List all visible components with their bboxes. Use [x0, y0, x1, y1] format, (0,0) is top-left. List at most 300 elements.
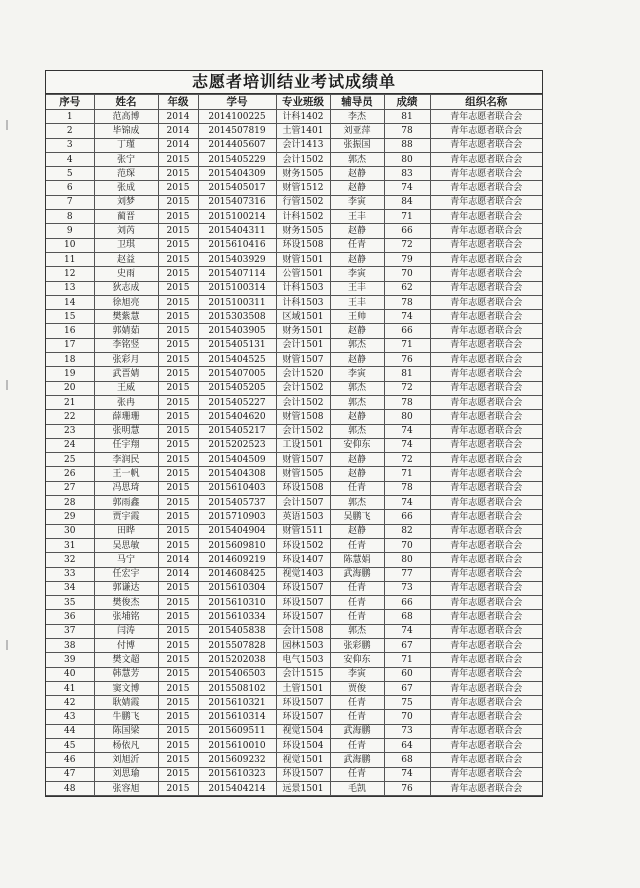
- cell-student-id: 2015405017: [198, 181, 276, 195]
- cell-counselor: 毛凯: [330, 781, 384, 795]
- cell-name: 牛鹏飞: [94, 710, 158, 724]
- cell-student-id: 2015100214: [198, 210, 276, 224]
- cell-name: 范高博: [94, 110, 158, 124]
- cell-score: 72: [384, 238, 430, 252]
- cell-counselor: 李寅: [330, 667, 384, 681]
- cell-score: 71: [384, 467, 430, 481]
- cell-student-id: 2015609511: [198, 724, 276, 738]
- cell-organization: 青年志愿者联合会: [430, 453, 542, 467]
- cell-class: 财务1505: [276, 224, 330, 238]
- cell-organization: 青年志愿者联合会: [430, 753, 542, 767]
- cell-class: 视觉1403: [276, 567, 330, 581]
- cell-grade: 2015: [158, 410, 198, 424]
- cell-name: 李铭竖: [94, 338, 158, 352]
- header-score: 成绩: [384, 95, 430, 110]
- table-row: [46, 524, 542, 538]
- cell-grade: 2014: [158, 124, 198, 138]
- cell-class: 会计1515: [276, 667, 330, 681]
- cell-counselor: 任青: [330, 696, 384, 710]
- scan-edge-mark: [6, 640, 8, 650]
- cell-counselor: 刘亚萍: [330, 124, 384, 138]
- cell-grade: 2015: [158, 324, 198, 338]
- cell-class: 会计1508: [276, 624, 330, 638]
- cell-student-id: 2015405737: [198, 496, 276, 510]
- cell-grade: 2015: [158, 238, 198, 252]
- cell-score: 84: [384, 195, 430, 209]
- cell-name: 范琛: [94, 167, 158, 181]
- cell-student-id: 2015610334: [198, 610, 276, 624]
- cell-class: 视觉1501: [276, 753, 330, 767]
- table-header-row: [46, 95, 542, 110]
- cell-index: 20: [46, 381, 94, 395]
- cell-name: 杨依凡: [94, 739, 158, 753]
- cell-counselor: 武海鹏: [330, 567, 384, 581]
- cell-grade: 2015: [158, 353, 198, 367]
- cell-class: 视觉1504: [276, 724, 330, 738]
- cell-class: 英语1503: [276, 510, 330, 524]
- table-row: [46, 467, 542, 481]
- table-row: [46, 167, 542, 181]
- cell-name: 任宏宇: [94, 567, 158, 581]
- cell-student-id: 2015100311: [198, 295, 276, 309]
- cell-organization: 青年志愿者联合会: [430, 295, 542, 309]
- cell-name: 张埔铭: [94, 610, 158, 624]
- cell-organization: 青年志愿者联合会: [430, 710, 542, 724]
- table-row: [46, 138, 542, 152]
- table-row: [46, 310, 542, 324]
- header-name: 姓名: [94, 95, 158, 110]
- cell-organization: 青年志愿者联合会: [430, 381, 542, 395]
- table-row: [46, 210, 542, 224]
- cell-score: 80: [384, 410, 430, 424]
- cell-grade: 2015: [158, 624, 198, 638]
- cell-score: 66: [384, 324, 430, 338]
- cell-score: 73: [384, 724, 430, 738]
- cell-name: 贾宇霞: [94, 510, 158, 524]
- table-row: [46, 481, 542, 495]
- cell-student-id: 2015610310: [198, 596, 276, 610]
- cell-grade: 2015: [158, 781, 198, 795]
- cell-organization: 青年志愿者联合会: [430, 724, 542, 738]
- cell-grade: 2015: [158, 252, 198, 266]
- cell-organization: 青年志愿者联合会: [430, 696, 542, 710]
- cell-organization: 青年志愿者联合会: [430, 324, 542, 338]
- cell-index: 16: [46, 324, 94, 338]
- cell-index: 33: [46, 567, 94, 581]
- cell-counselor: 赵静: [330, 353, 384, 367]
- cell-grade: 2014: [158, 110, 198, 124]
- cell-organization: 青年志愿者联合会: [430, 781, 542, 795]
- cell-class: 财管1512: [276, 181, 330, 195]
- cell-grade: 2015: [158, 152, 198, 166]
- cell-class: 财务1505: [276, 167, 330, 181]
- cell-counselor: 安仰东: [330, 438, 384, 452]
- cell-counselor: 安仰东: [330, 653, 384, 667]
- cell-name: 郭谦达: [94, 581, 158, 595]
- cell-index: 19: [46, 367, 94, 381]
- cell-student-id: 2015405838: [198, 624, 276, 638]
- cell-score: 74: [384, 424, 430, 438]
- cell-name: 丁瑾: [94, 138, 158, 152]
- table-row: [46, 224, 542, 238]
- cell-score: 70: [384, 710, 430, 724]
- cell-grade: 2015: [158, 681, 198, 695]
- cell-class: 财管1511: [276, 524, 330, 538]
- cell-class: 财务1501: [276, 324, 330, 338]
- cell-student-id: 2015405227: [198, 395, 276, 409]
- cell-counselor: 郭杰: [330, 624, 384, 638]
- table-row: [46, 753, 542, 767]
- cell-class: 环设1504: [276, 739, 330, 753]
- cell-counselor: 赵静: [330, 252, 384, 266]
- cell-student-id: 2015202038: [198, 653, 276, 667]
- cell-grade: 2015: [158, 438, 198, 452]
- cell-score: 74: [384, 438, 430, 452]
- table-row: [46, 696, 542, 710]
- cell-organization: 青年志愿者联合会: [430, 353, 542, 367]
- cell-grade: 2015: [158, 424, 198, 438]
- cell-score: 74: [384, 181, 430, 195]
- cell-index: 10: [46, 238, 94, 252]
- cell-counselor: 赵静: [330, 224, 384, 238]
- cell-index: 47: [46, 767, 94, 781]
- cell-grade: 2015: [158, 753, 198, 767]
- table-row: [46, 195, 542, 209]
- cell-class: 工设1501: [276, 438, 330, 452]
- header-grade: 年级: [158, 95, 198, 110]
- cell-organization: 青年志愿者联合会: [430, 653, 542, 667]
- cell-name: 史雨: [94, 267, 158, 281]
- table-row: [46, 110, 542, 124]
- cell-name: 陈国梁: [94, 724, 158, 738]
- cell-class: 环设1507: [276, 581, 330, 595]
- table-row: [46, 395, 542, 409]
- cell-organization: 青年志愿者联合会: [430, 567, 542, 581]
- cell-name: 赵益: [94, 252, 158, 266]
- cell-student-id: 2015405131: [198, 338, 276, 352]
- cell-grade: 2015: [158, 667, 198, 681]
- cell-name: 窦文博: [94, 681, 158, 695]
- cell-class: 财管1507: [276, 453, 330, 467]
- cell-grade: 2015: [158, 581, 198, 595]
- cell-index: 29: [46, 510, 94, 524]
- cell-organization: 青年志愿者联合会: [430, 267, 542, 281]
- cell-name: 薛珊珊: [94, 410, 158, 424]
- cell-class: 环设1507: [276, 610, 330, 624]
- cell-student-id: 2015610403: [198, 481, 276, 495]
- cell-name: 王一帆: [94, 467, 158, 481]
- table-row: [46, 181, 542, 195]
- cell-grade: 2014: [158, 553, 198, 567]
- cell-name: 武晋婧: [94, 367, 158, 381]
- table-row: [46, 381, 542, 395]
- cell-name: 付博: [94, 638, 158, 652]
- cell-organization: 青年志愿者联合会: [430, 152, 542, 166]
- cell-index: 4: [46, 152, 94, 166]
- table-row: [46, 338, 542, 352]
- cell-student-id: 2015710903: [198, 510, 276, 524]
- cell-organization: 青年志愿者联合会: [430, 767, 542, 781]
- cell-index: 31: [46, 538, 94, 552]
- cell-organization: 青年志愿者联合会: [430, 438, 542, 452]
- cell-name: 吴思敏: [94, 538, 158, 552]
- cell-class: 计科1503: [276, 295, 330, 309]
- cell-organization: 青年志愿者联合会: [430, 395, 542, 409]
- cell-counselor: 吴鹏飞: [330, 510, 384, 524]
- cell-student-id: 2015405205: [198, 381, 276, 395]
- cell-name: 田晔: [94, 524, 158, 538]
- cell-student-id: 2015609810: [198, 538, 276, 552]
- cell-student-id: 2014609219: [198, 553, 276, 567]
- cell-counselor: 任青: [330, 610, 384, 624]
- cell-student-id: 2015507828: [198, 638, 276, 652]
- cell-student-id: 2015610010: [198, 739, 276, 753]
- cell-class: 计科1503: [276, 281, 330, 295]
- cell-name: 耿婧霞: [94, 696, 158, 710]
- table-row: [46, 410, 542, 424]
- table-row: [46, 424, 542, 438]
- table-row: [46, 653, 542, 667]
- cell-name: 闫涛: [94, 624, 158, 638]
- table-row: [46, 152, 542, 166]
- header-class: 专业班级: [276, 95, 330, 110]
- cell-counselor: 陈慧娟: [330, 553, 384, 567]
- cell-index: 24: [46, 438, 94, 452]
- cell-student-id: 2014100225: [198, 110, 276, 124]
- cell-organization: 青年志愿者联合会: [430, 424, 542, 438]
- cell-class: 会计1502: [276, 395, 330, 409]
- cell-class: 环设1507: [276, 596, 330, 610]
- cell-student-id: 2015407114: [198, 267, 276, 281]
- cell-counselor: 赵静: [330, 453, 384, 467]
- cell-grade: 2015: [158, 267, 198, 281]
- cell-organization: 青年志愿者联合会: [430, 338, 542, 352]
- cell-student-id: 2015405217: [198, 424, 276, 438]
- cell-counselor: 李寅: [330, 267, 384, 281]
- cell-counselor: 王帅: [330, 310, 384, 324]
- cell-counselor: 贾俊: [330, 681, 384, 695]
- cell-student-id: 2015406503: [198, 667, 276, 681]
- cell-index: 42: [46, 696, 94, 710]
- cell-organization: 青年志愿者联合会: [430, 510, 542, 524]
- table-row: [46, 353, 542, 367]
- cell-counselor: 王丰: [330, 295, 384, 309]
- cell-name: 任宇翔: [94, 438, 158, 452]
- cell-score: 70: [384, 538, 430, 552]
- score-table: [46, 94, 542, 796]
- cell-name: 樊紫慧: [94, 310, 158, 324]
- cell-organization: 青年志愿者联合会: [430, 181, 542, 195]
- cell-class: 会计1502: [276, 424, 330, 438]
- cell-class: 计科1502: [276, 210, 330, 224]
- table-row: [46, 367, 542, 381]
- cell-class: 会计1413: [276, 138, 330, 152]
- cell-name: 张明慧: [94, 424, 158, 438]
- cell-grade: 2015: [158, 453, 198, 467]
- cell-name: 蔺晋: [94, 210, 158, 224]
- cell-class: 电气1503: [276, 653, 330, 667]
- cell-index: 3: [46, 138, 94, 152]
- table-row: [46, 596, 542, 610]
- cell-grade: 2014: [158, 138, 198, 152]
- cell-index: 40: [46, 667, 94, 681]
- cell-grade: 2015: [158, 338, 198, 352]
- cell-score: 78: [384, 395, 430, 409]
- cell-student-id: 2015610321: [198, 696, 276, 710]
- cell-index: 44: [46, 724, 94, 738]
- cell-counselor: 赵静: [330, 181, 384, 195]
- cell-name: 樊文超: [94, 653, 158, 667]
- cell-organization: 青年志愿者联合会: [430, 210, 542, 224]
- cell-index: 43: [46, 710, 94, 724]
- table-row: [46, 724, 542, 738]
- cell-class: 财管1508: [276, 410, 330, 424]
- cell-name: 马宁: [94, 553, 158, 567]
- cell-score: 80: [384, 152, 430, 166]
- cell-score: 88: [384, 138, 430, 152]
- cell-student-id: 2015404214: [198, 781, 276, 795]
- cell-student-id: 2015403929: [198, 252, 276, 266]
- cell-counselor: 赵静: [330, 524, 384, 538]
- cell-organization: 青年志愿者联合会: [430, 138, 542, 152]
- table-row: [46, 510, 542, 524]
- cell-score: 74: [384, 767, 430, 781]
- cell-score: 68: [384, 610, 430, 624]
- header-index: 序号: [46, 95, 94, 110]
- cell-grade: 2015: [158, 510, 198, 524]
- cell-score: 60: [384, 667, 430, 681]
- cell-class: 土管1501: [276, 681, 330, 695]
- cell-index: 45: [46, 739, 94, 753]
- cell-grade: 2015: [158, 739, 198, 753]
- cell-grade: 2015: [158, 653, 198, 667]
- cell-counselor: 王丰: [330, 210, 384, 224]
- cell-class: 公管1501: [276, 267, 330, 281]
- cell-counselor: 任青: [330, 481, 384, 495]
- cell-class: 财管1507: [276, 353, 330, 367]
- cell-index: 9: [46, 224, 94, 238]
- cell-grade: 2015: [158, 181, 198, 195]
- cell-score: 66: [384, 224, 430, 238]
- cell-organization: 青年志愿者联合会: [430, 624, 542, 638]
- cell-counselor: 任青: [330, 710, 384, 724]
- cell-student-id: 2015100314: [198, 281, 276, 295]
- cell-name: 刘旭沂: [94, 753, 158, 767]
- cell-index: 32: [46, 553, 94, 567]
- cell-counselor: 任青: [330, 739, 384, 753]
- cell-index: 17: [46, 338, 94, 352]
- cell-counselor: 张振国: [330, 138, 384, 152]
- cell-score: 64: [384, 739, 430, 753]
- cell-counselor: 郭杰: [330, 338, 384, 352]
- cell-grade: 2015: [158, 496, 198, 510]
- cell-counselor: 赵静: [330, 324, 384, 338]
- cell-student-id: 2015404620: [198, 410, 276, 424]
- cell-organization: 青年志愿者联合会: [430, 367, 542, 381]
- cell-grade: 2015: [158, 395, 198, 409]
- cell-organization: 青年志愿者联合会: [430, 524, 542, 538]
- table-row: [46, 781, 542, 795]
- cell-score: 74: [384, 310, 430, 324]
- cell-index: 21: [46, 395, 94, 409]
- cell-index: 1: [46, 110, 94, 124]
- table-row: [46, 553, 542, 567]
- cell-score: 78: [384, 295, 430, 309]
- cell-name: 郭雨鑫: [94, 496, 158, 510]
- table-row: [46, 567, 542, 581]
- cell-score: 67: [384, 681, 430, 695]
- cell-student-id: 2014507819: [198, 124, 276, 138]
- cell-score: 76: [384, 781, 430, 795]
- cell-score: 71: [384, 338, 430, 352]
- cell-counselor: 任青: [330, 538, 384, 552]
- cell-organization: 青年志愿者联合会: [430, 252, 542, 266]
- cell-counselor: 李寅: [330, 195, 384, 209]
- cell-name: 张容旭: [94, 781, 158, 795]
- cell-name: 刘思瑜: [94, 767, 158, 781]
- cell-student-id: 2015407316: [198, 195, 276, 209]
- table-row: [46, 496, 542, 510]
- cell-organization: 青年志愿者联合会: [430, 667, 542, 681]
- cell-index: 22: [46, 410, 94, 424]
- cell-name: 张宁: [94, 152, 158, 166]
- cell-counselor: 郭杰: [330, 381, 384, 395]
- cell-name: 徐旭亮: [94, 295, 158, 309]
- cell-organization: 青年志愿者联合会: [430, 467, 542, 481]
- cell-index: 15: [46, 310, 94, 324]
- table-row: [46, 267, 542, 281]
- table-row: [46, 538, 542, 552]
- cell-counselor: 任青: [330, 596, 384, 610]
- cell-name: 刘梦: [94, 195, 158, 209]
- cell-name: 王威: [94, 381, 158, 395]
- cell-index: 13: [46, 281, 94, 295]
- cell-student-id: 2015508102: [198, 681, 276, 695]
- cell-counselor: 任青: [330, 238, 384, 252]
- cell-name: 冯思琦: [94, 481, 158, 495]
- cell-score: 74: [384, 624, 430, 638]
- cell-organization: 青年志愿者联合会: [430, 410, 542, 424]
- cell-counselor: 武海鹏: [330, 753, 384, 767]
- cell-class: 环设1507: [276, 696, 330, 710]
- cell-organization: 青年志愿者联合会: [430, 195, 542, 209]
- cell-grade: 2015: [158, 724, 198, 738]
- cell-score: 76: [384, 353, 430, 367]
- cell-class: 会计1502: [276, 152, 330, 166]
- cell-counselor: 赵静: [330, 467, 384, 481]
- cell-score: 66: [384, 596, 430, 610]
- table-row: [46, 438, 542, 452]
- cell-index: 36: [46, 610, 94, 624]
- cell-grade: 2015: [158, 195, 198, 209]
- document-title: 志愿者培训结业考试成绩单: [46, 71, 542, 94]
- cell-student-id: 2015405229: [198, 152, 276, 166]
- cell-class: 环设1407: [276, 553, 330, 567]
- cell-score: 82: [384, 524, 430, 538]
- cell-organization: 青年志愿者联合会: [430, 638, 542, 652]
- cell-score: 73: [384, 581, 430, 595]
- cell-organization: 青年志愿者联合会: [430, 124, 542, 138]
- header-counselor: 辅导员: [330, 95, 384, 110]
- cell-index: 28: [46, 496, 94, 510]
- cell-counselor: 张彩鹏: [330, 638, 384, 652]
- cell-index: 26: [46, 467, 94, 481]
- cell-grade: 2015: [158, 295, 198, 309]
- cell-organization: 青年志愿者联合会: [430, 581, 542, 595]
- cell-organization: 青年志愿者联合会: [430, 496, 542, 510]
- table-row: [46, 610, 542, 624]
- cell-index: 6: [46, 181, 94, 195]
